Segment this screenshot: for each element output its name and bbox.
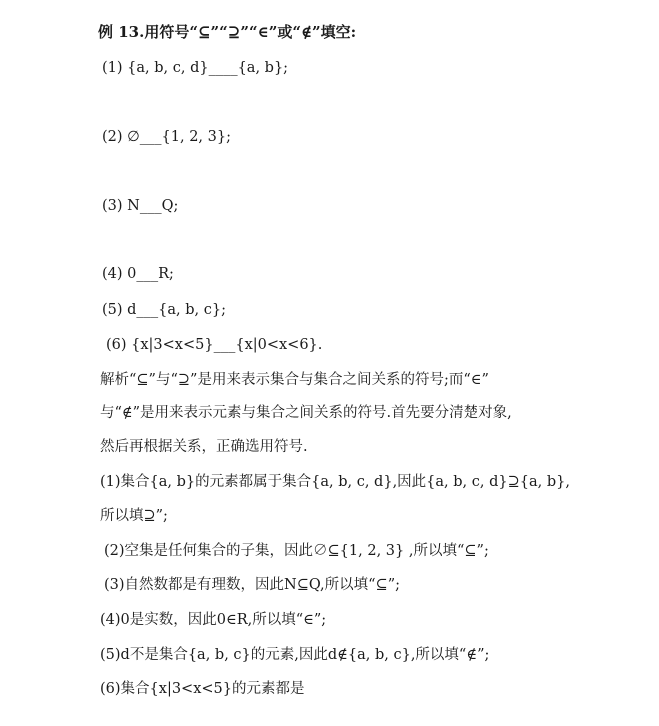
answer-5: (5)d不是集合{a, b, c}的元素,因此d∉{a, b, c},所以填“∉”; — [100, 647, 490, 663]
question-3: (3) N___Q; — [102, 198, 179, 214]
question-5: (5) d___{a, b, c}; — [102, 302, 227, 318]
answer-1-line-2: 所以填⊇”; — [100, 508, 168, 524]
answer-4: (4)0是实数，因此0∈R,所以填“∈”; — [100, 612, 327, 628]
question-1: (1) {a, b, c, d}____{a, b}; — [102, 60, 289, 76]
answer-1-line-1: (1)集合{a, b}的元素都属于集合{a, b, c, d},因此{a, b, c, d}⊇{a, b}, — [100, 474, 570, 490]
answer-2: (2)空集是任何集合的子集，因此∅⊆{1, 2, 3} ,所以填“⊆”; — [104, 543, 489, 559]
answer-3: (3)自然数都是有理数，因此N⊆Q,所以填“⊆”; — [104, 577, 401, 593]
question-2: (2) ∅___{1, 2, 3}; — [102, 129, 231, 145]
analysis-line-1: 解析“⊆”与“⊇”是用来表示集合与集合之间关系的符号;而“∈” — [100, 372, 489, 388]
analysis-line-3: 然后再根据关系，正确选用符号. — [100, 439, 308, 455]
analysis-line-2: 与“∉”是用来表示元素与集合之间关系的符号.首先要分清楚对象, — [100, 405, 512, 421]
example-title: 例 13.用符号“⊆”“⊇”“∈”或“∉”填空: — [98, 23, 357, 41]
answer-6: (6)集合{x|3<x<5}的元素都是 — [100, 681, 305, 697]
question-6: (6) {x|3<x<5}___{x|0<x<6}. — [106, 337, 323, 353]
question-4: (4) 0___R; — [102, 266, 174, 282]
